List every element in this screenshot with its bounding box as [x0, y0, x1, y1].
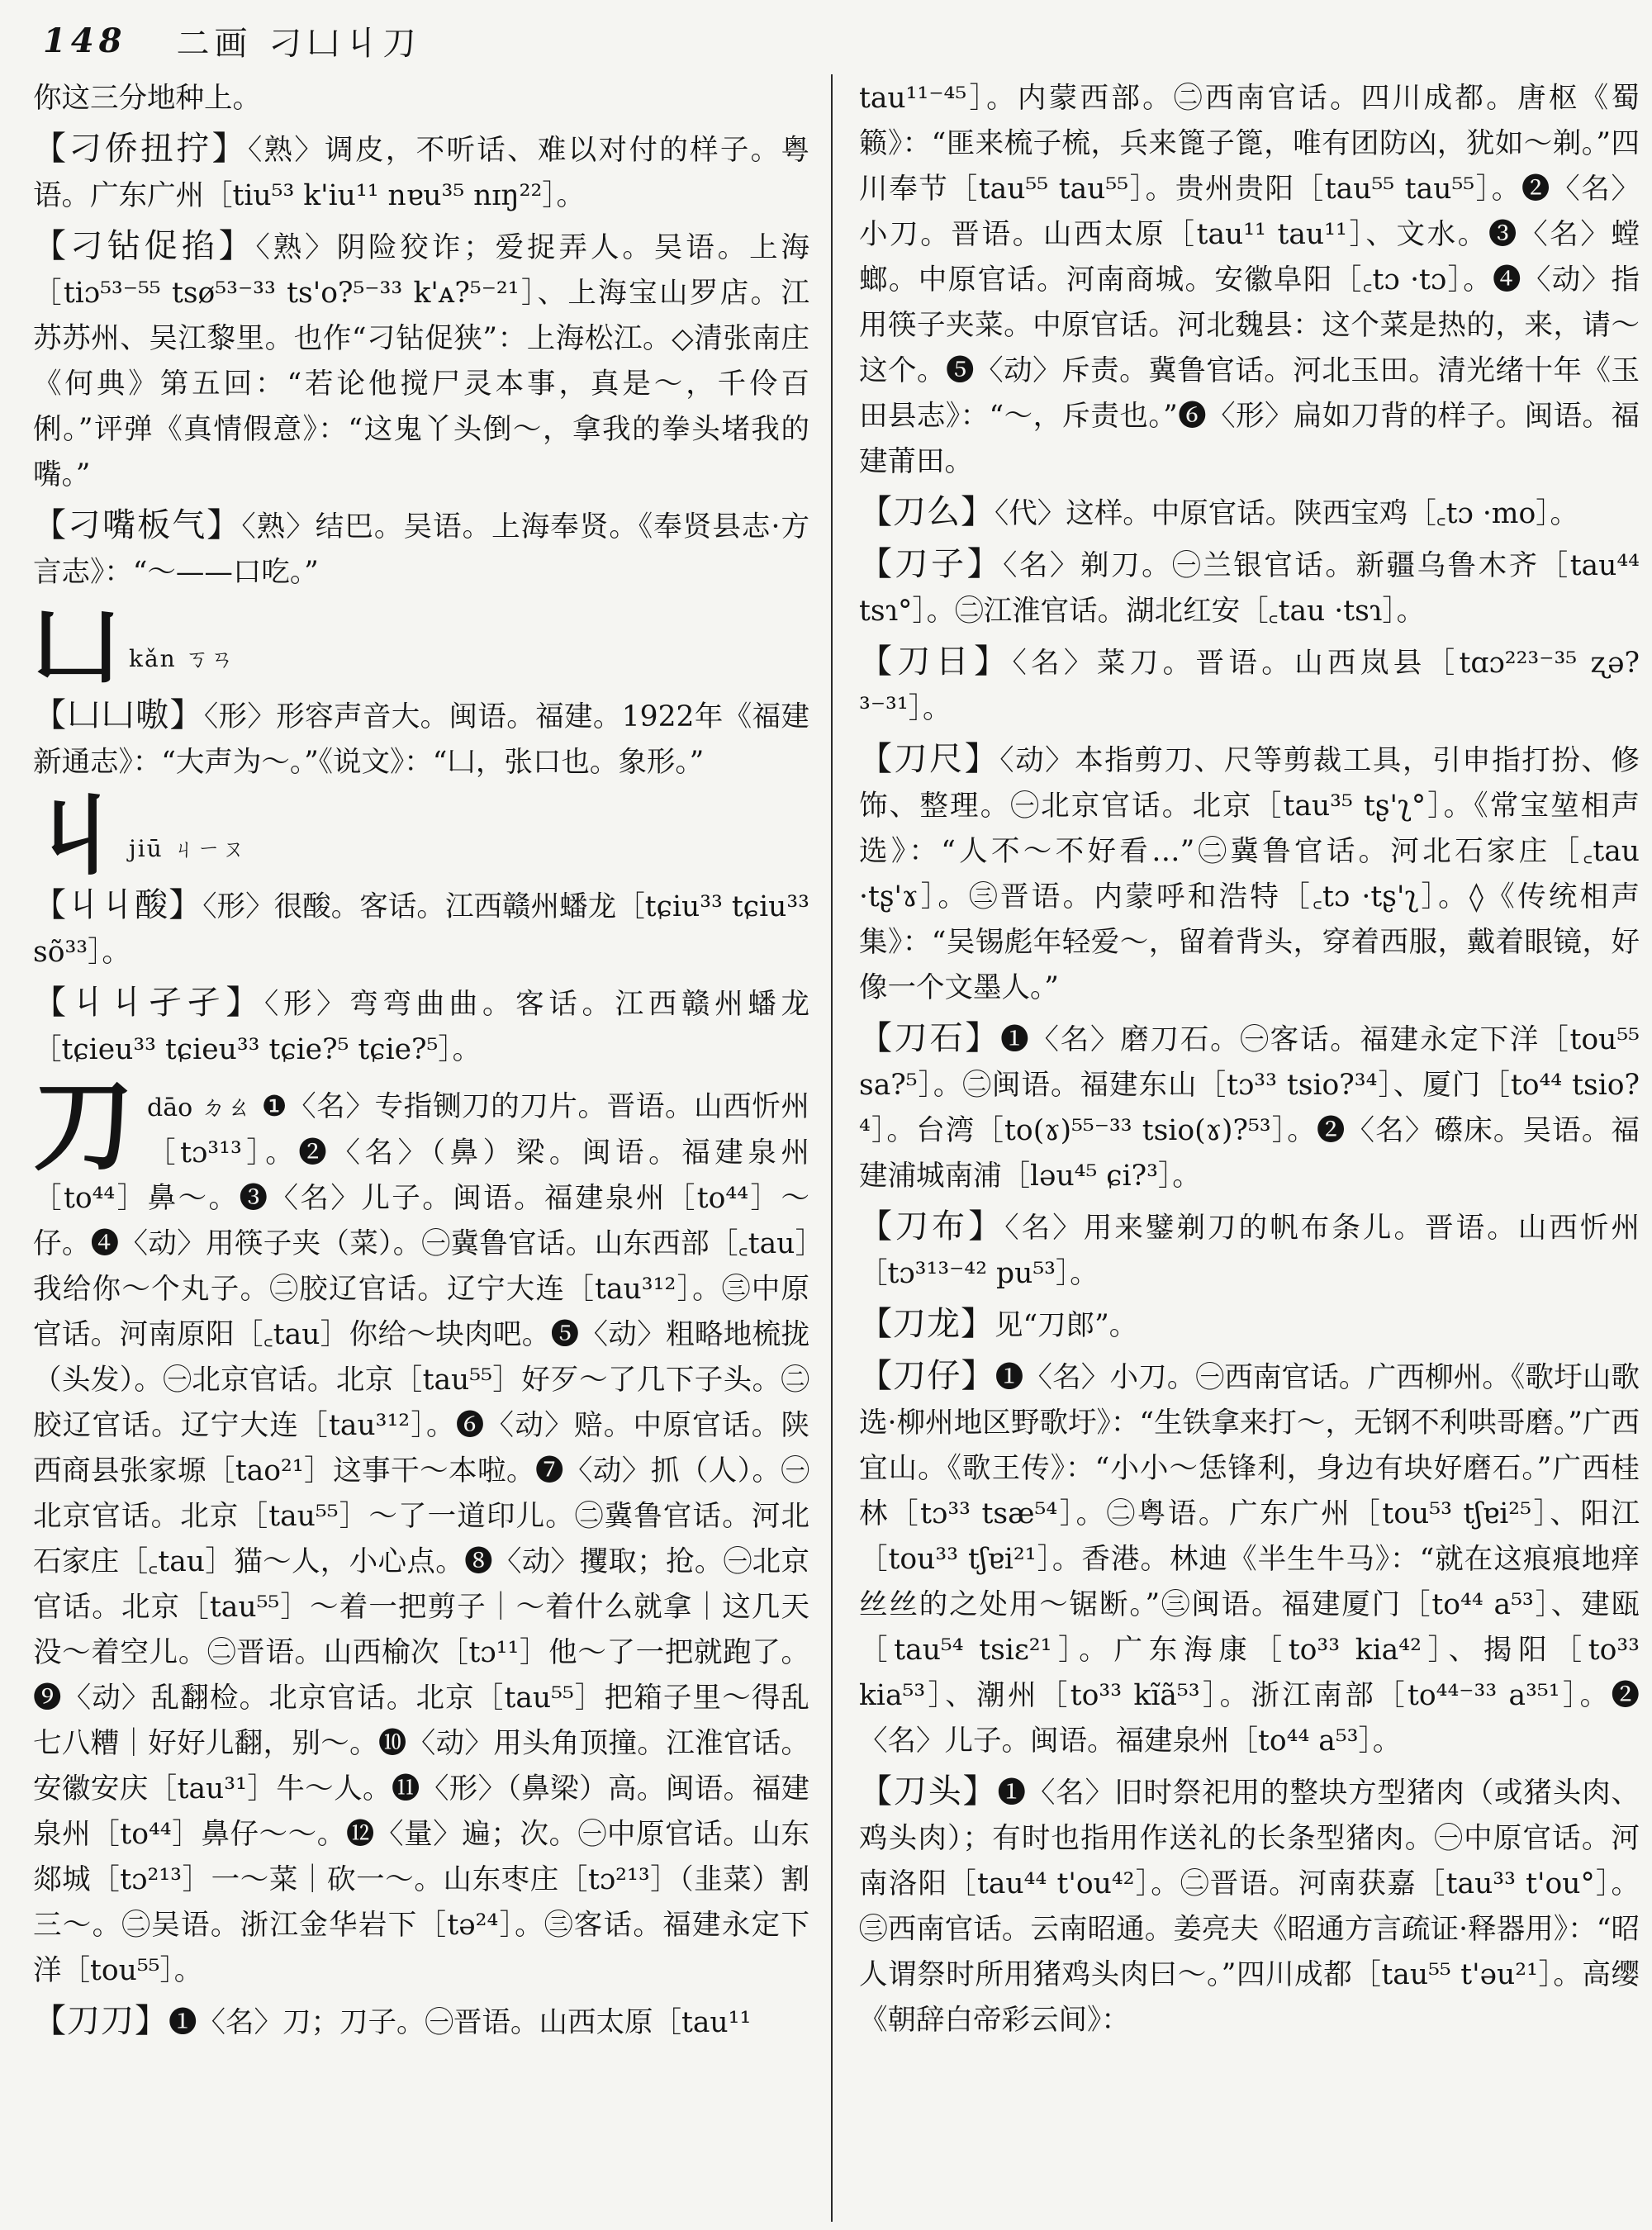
entry — [33, 126, 809, 219]
entry — [33, 980, 809, 1073]
right-column — [859, 76, 1640, 2048]
left-column — [33, 76, 809, 2051]
entry-body: 〈熟〉调皮，不听话、难以对付的样子。粤语。广东广州［tiu⁵³ k'iu¹¹ nɐu³⁵ nɪŋ²²］。 — [33, 134, 809, 212]
entry-body: ❶〈名〉旧时祭祀用的整块方型猪肉（或猪头肉、鸡头肉）；有时也指用作送礼的长条型猪肉。㊀中原官话。河南洛阳［tau⁴⁴ t'ou⁴²］。㊁晋语。河南获嘉［tau³³ t'ou°］。㊂西南官话。云南昭通。姜亮夫《昭通方言疏证·释器用》：“昭人谓祭时所用猪鸡头肉曰～。”四川成都［tau⁵⁵ t'əu²¹］。高缨《朝辞白帝彩云间》： — [859, 1777, 1640, 2037]
section-chars: 刁凵丩刀 — [268, 24, 421, 63]
entry — [859, 1302, 1640, 1349]
entry-body: 〈形〉很酸。客话。江西赣州蟠龙［tɕiu³³ tɕiu³³ sõ³³］。 — [33, 890, 809, 969]
page-header — [43, 12, 421, 69]
entry-headword: 【刁侨扭拧】 — [33, 130, 248, 168]
entry — [33, 503, 809, 595]
entry-body: ❶〈名〉专指铡刀的刀片。晋语。山西忻州［tɔ³¹³］。❷〈名〉（鼻）梁。闽语。福建泉州［to⁴⁴］鼻～。❸〈名〉儿子。闽语。福建泉州［to⁴⁴］～仔。❹〈动〉用筷子夹（菜）。㊀冀鲁官话。山东西部［꜀tau］我给你～个丸子。㊁胶辽官话。辽宁大连［tau³¹²］。㊂中原官话。河南原阳［꜀tau］你给～块肉吧。❺〈动〉粗略地梳拢（头发）。㊀北京官话。北京［tau⁵⁵］好歹～了几下子头。㊁胶辽官话。辽宁大连［tau³¹²］。❻〈动〉赔。中原官话。陕西商县张家塬［tao²¹］这事干～本啦。❼〈动〉抓（人）。㊀北京官话。北京［tau⁵⁵］～了一道印儿。㊁冀鲁官话。河北石家庄［꜀tau］猫～人，小心点。❽〈动〉攫取；抢。㊀北京官话。北京［tau⁵⁵］～着一把剪子｜～着什么就拿｜这几天没～着空儿。㊁晋语。山西榆次［tɔ¹¹］他～了一把就跑了。❾〈动〉乱翻检。北京官话。北京［tau⁵⁵］把箱子里～得乱七八糟｜好好儿翻，别～。❿〈动〉用头角顶撞。江淮官话。安徽安庆［tau³¹］牛～人。⓫〈形〉（鼻梁）高。闽语。福建泉州［to⁴⁴］鼻仔～～。⓬〈量〉遍；次。㊀中原官话。山东郯城［tɔ²¹³］一～菜｜砍一～。山东枣庄［tɔ²¹³］（韭菜）割三～。㊁吴语。浙江金华岩下［tə²⁴］。㊂客话。福建永定下洋［tou⁵⁵］。 — [33, 1090, 810, 1987]
head-pinyin: kǎn ㄎㄢ — [129, 645, 235, 672]
entry-body: 〈动〉本指剪刀、尺等剪裁工具，引申指打扮、修饰、整理。㊀北京官话。北京［tau³⁵ tʂ'ʅ°］。《常宝堃相声选》：“人不～不好看…”㊁冀鲁官话。河北石家庄［꜀tau ·tʂ'ɤ］。㊂晋语。内蒙呼和浩特［꜀tɔ ·tʂ'ʅ］。◊《传统相声集》：“吴锡彪年轻爱～，留着背头，穿着西服，戴着眼镜，好像一个文墨人。” — [859, 744, 1640, 1004]
entry-body: 〈形〉形容声音大。闽语。福建。1922年《福建新通志》：“大声为～。”《说文》：“凵，张口也。象形。” — [33, 700, 809, 779]
entry-dao — [33, 1066, 810, 1994]
continued-text: 你这三分地种上。 — [33, 82, 261, 115]
entry-headword: 【丩丩酸】 — [33, 886, 203, 924]
entry-headword: 【刀刀】 — [33, 2002, 169, 2040]
entry-body: 〈名〉剃刀。㊀兰银官话。新疆乌鲁木齐［tau⁴⁴ tsɿ°］。㊁江淮官话。湖北红安［꜀tau ·tsɿ］。 — [859, 549, 1640, 628]
entry — [33, 693, 809, 785]
entry-body: 〈形〉弯弯曲曲。客话。江西赣州蟠龙［tɕieu³³ tɕieu³³ tɕie?⁵ tɕie?⁵］。 — [33, 988, 810, 1066]
entry — [859, 737, 1640, 1011]
head-pinyin: jiū ㄐㄧㄡ — [129, 835, 247, 862]
entry-body: ❶〈名〉磨刀石。㊀客话。福建永定下洋［tou⁵⁵ sa?⁵］。㊁闽语。福建东山［tɔ³³ tsio?³⁴］、厦门［to⁴⁴ tsio?⁴］。台湾［to(ɤ)⁵⁵⁻³³ tsio(ɤ)?⁵³］。❷〈名〉礤床。吴语。福建浦城南浦［ləu⁴⁵ ɕi?³］。 — [859, 1023, 1640, 1193]
entry-headword: 【刀布】 — [859, 1208, 1005, 1245]
entry-body: 〈名〉菜刀。晋语。山西岚县［tɑɔ²²³⁻³⁵ ʐə?³⁻³¹］。 — [859, 647, 1640, 725]
entry — [859, 1204, 1640, 1297]
entry — [859, 1016, 1640, 1199]
entry-body: 见“刀郎”。 — [995, 1309, 1138, 1342]
entry — [859, 542, 1640, 634]
entry-body: 〈熟〉结巴。吴语。上海奉贤。《奉贤县志·方言志》：“～——口吃。” — [33, 510, 810, 589]
entry-headword: 【刀么】 — [859, 493, 995, 531]
entry-headword: 【刀尺】 — [859, 740, 1000, 778]
section-label: 二画 — [176, 24, 253, 63]
head-pinyin: dāo ㄉㄠ — [147, 1094, 252, 1122]
entry — [859, 490, 1640, 537]
entry-body: 〈名〉用来鐾剃刀的帆布条儿。晋语。山西忻州［tɔ³¹³⁻⁴² pu⁵³］。 — [859, 1212, 1640, 1290]
page-number: 148 — [43, 21, 127, 60]
entry — [859, 1769, 1640, 2043]
entry — [33, 883, 809, 975]
head-character-kan — [33, 595, 809, 697]
entry — [859, 1354, 1640, 1764]
entry-headword: 【刀日】 — [859, 643, 1013, 681]
entry-body: ❶〈名〉小刀。㊀西南官话。广西柳州。《歌圩山歌选·柳州地区野歌圩》：“生铁拿来打～，无钢不利哄哥磨。”广西宜山。《歌王传》：“小小～恁锋利，身边有块好磨石。”广西桂林［tɔ³³ tsæ⁵⁴］。㊁粤语。广东广州［tou⁵³ tʃɐi²⁵］、阳江［tou³³ tʃɐi²¹］。香港。林迪《半生牛马》：“就在这痕痕地痒丝丝的之处用～锯断。”㊂闽语。福建厦门［to⁴⁴ a⁵³］、建瓯［tau⁵⁴ tsiɛ²¹］。广东海康［to³³ kia⁴²］、揭阳［to³³ kia⁵³］、潮州［to³³ kĩã⁵³］。浙江南部［to⁴⁴⁻³³ a³⁵¹］。❷〈名〉儿子。闽语。福建泉州［to⁴⁴ a⁵³］。 — [859, 1361, 1640, 1758]
entry-body: 〈代〉这样。中原官话。陕西宝鸡［꜀tɔ ·mo］。 — [995, 497, 1579, 530]
entry-headword: 【刀龙】 — [859, 1305, 995, 1343]
entry-body: 〈熟〉阴险狡诈；爱捉弄人。吴语。上海［tiɔ⁵³⁻⁵⁵ tsø⁵³⁻³³ ts'o?⁵⁻³³ k'ᴀ?⁵⁻²¹］、上海宝山罗店。江苏苏州、吴江黎里。也作“刁钻促狭”：上海松江。◇清张南庄《何典》第五回：“若论他搅尸灵本事，真是～，千伶百俐。”评弹《真情假意》：“这鬼丫头倒～，拿我的拳头堵我的嘴。” — [33, 231, 810, 491]
entry — [33, 224, 809, 498]
head-character: 丩 — [33, 785, 120, 887]
head-character: 刀 — [33, 1066, 134, 1185]
continued-text: tau¹¹⁻⁴⁵］。内蒙西部。㊁西南官话。四川成都。唐枢《蜀籁》：“匪来梳子梳，兵来篦子篦，唯有团防凶，犹如～剃。”四川奉节［tau⁵⁵ tau⁵⁵］。贵州贵阳［tau⁵⁵ tau⁵⁵］。❷〈名〉小刀。晋语。山西太原［tau¹¹ tau¹¹］、文水。❸〈名〉螳螂。中原官话。河南商城。安徽阜阳［꜀tɔ ·tɔ］。❹〈动〉指用筷子夹菜。中原官话。河北魏县：这个菜是热的，来，请～这个。❺〈动〉斥责。冀鲁官话。河北玉田。清光绪十年《玉田县志》：“～，斥责也。”❻〈形〉扁如刀背的样子。闽语。福建莆田。 — [859, 82, 1640, 478]
entry-headword: 【刀仔】 — [859, 1357, 995, 1395]
entry — [33, 1999, 809, 2046]
head-character-jiu — [33, 785, 809, 887]
entry-headword: 【刀石】 — [859, 1019, 1001, 1057]
entry-headword: 【刀子】 — [859, 545, 1004, 583]
column-divider — [831, 74, 833, 2222]
entry — [859, 639, 1640, 732]
entry-headword: 【凵凵嗷】 — [33, 696, 204, 734]
entry-body: ❶〈名〉刀；刀子。㊀晋语。山西太原［tau¹¹ — [169, 2006, 752, 2039]
entry-headword: 【刀头】 — [859, 1772, 998, 1810]
entry-headword: 【丩丩孑孑】 — [33, 984, 265, 1022]
entry-headword: 【刁嘴板气】 — [33, 506, 242, 544]
entry-headword: 【刁钻促掐】 — [33, 227, 256, 265]
head-character: 凵 — [33, 595, 120, 697]
